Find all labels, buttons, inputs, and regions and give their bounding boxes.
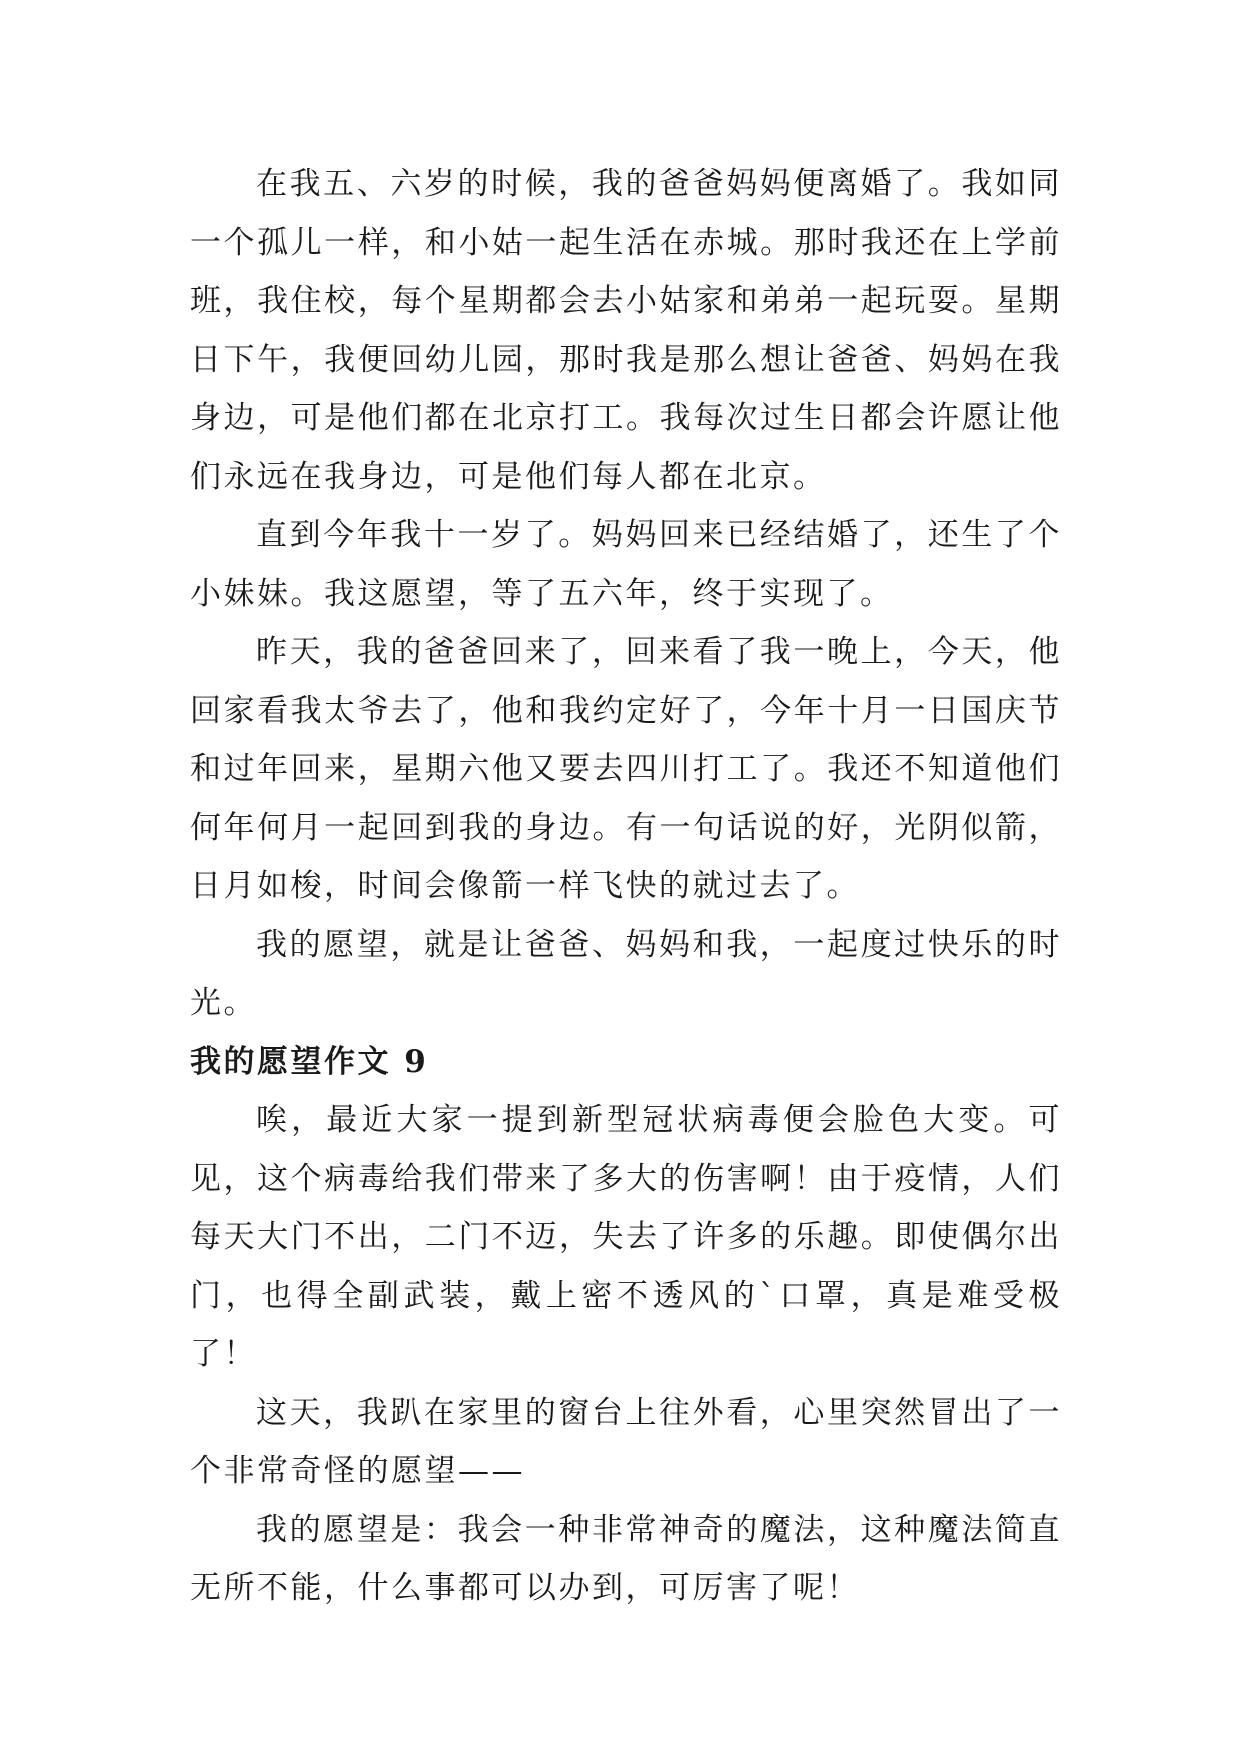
paragraph: 这天，我趴在家里的窗台上往外看，心里突然冒出了一个非常奇怪的愿望—— [190, 1394, 1062, 1489]
paragraph: 直到今年我十一岁了。妈妈回来已经结婚了，还生了个小妹妹。我这愿望，等了五六年，终于实现了。 [190, 517, 1062, 612]
paragraph: 昨天，我的爸爸回来了，回来看了我一晚上，今天，他回家看我太爷去了，他和我约定好了，今年十月一日国庆节和过年回来，星期六他又要去四川打工了。我还不知道他们何年何月一起回到我的身边。有一句话说的好，光阴似箭，日月如梭，时间会像箭一样飞快的就过去了。 [190, 634, 1062, 904]
paragraph: 唉，最近大家一提到新型冠状病毒便会脸色大变。可见，这个病毒给我们带来了多大的伤害啊！由于疫情，人们每天大门不出，二门不迈，失去了许多的乐趣。即使偶尔出门，也得全副武装，戴上密不透风的`口罩，真是难受极了！ [190, 1102, 1062, 1372]
paragraph: 我的愿望，就是让爸爸、妈妈和我，一起度过快乐的时光。 [190, 926, 1062, 1021]
paragraph: 我的愿望是：我会一种非常神奇的魔法，这种魔法简直无所不能，什么事都可以办到，可厉害了呢！ [190, 1511, 1062, 1606]
section-heading: 我的愿望作文 9 [190, 1043, 429, 1080]
document-page [190, 155, 1062, 1618]
paragraph: 在我五、六岁的时候，我的爸爸妈妈便离婚了。我如同一个孤儿一样，和小姑一起生活在赤城。那时我还在上学前班，我住校，每个星期都会去小姑家和弟弟一起玩耍。星期日下午，我便回幼儿园，那时我是那么想让爸爸、妈妈在我身边，可是他们都在北京打工。我每次过生日都会许愿让他们永远在我身边，可是他们每人都在北京。 [190, 166, 1062, 495]
